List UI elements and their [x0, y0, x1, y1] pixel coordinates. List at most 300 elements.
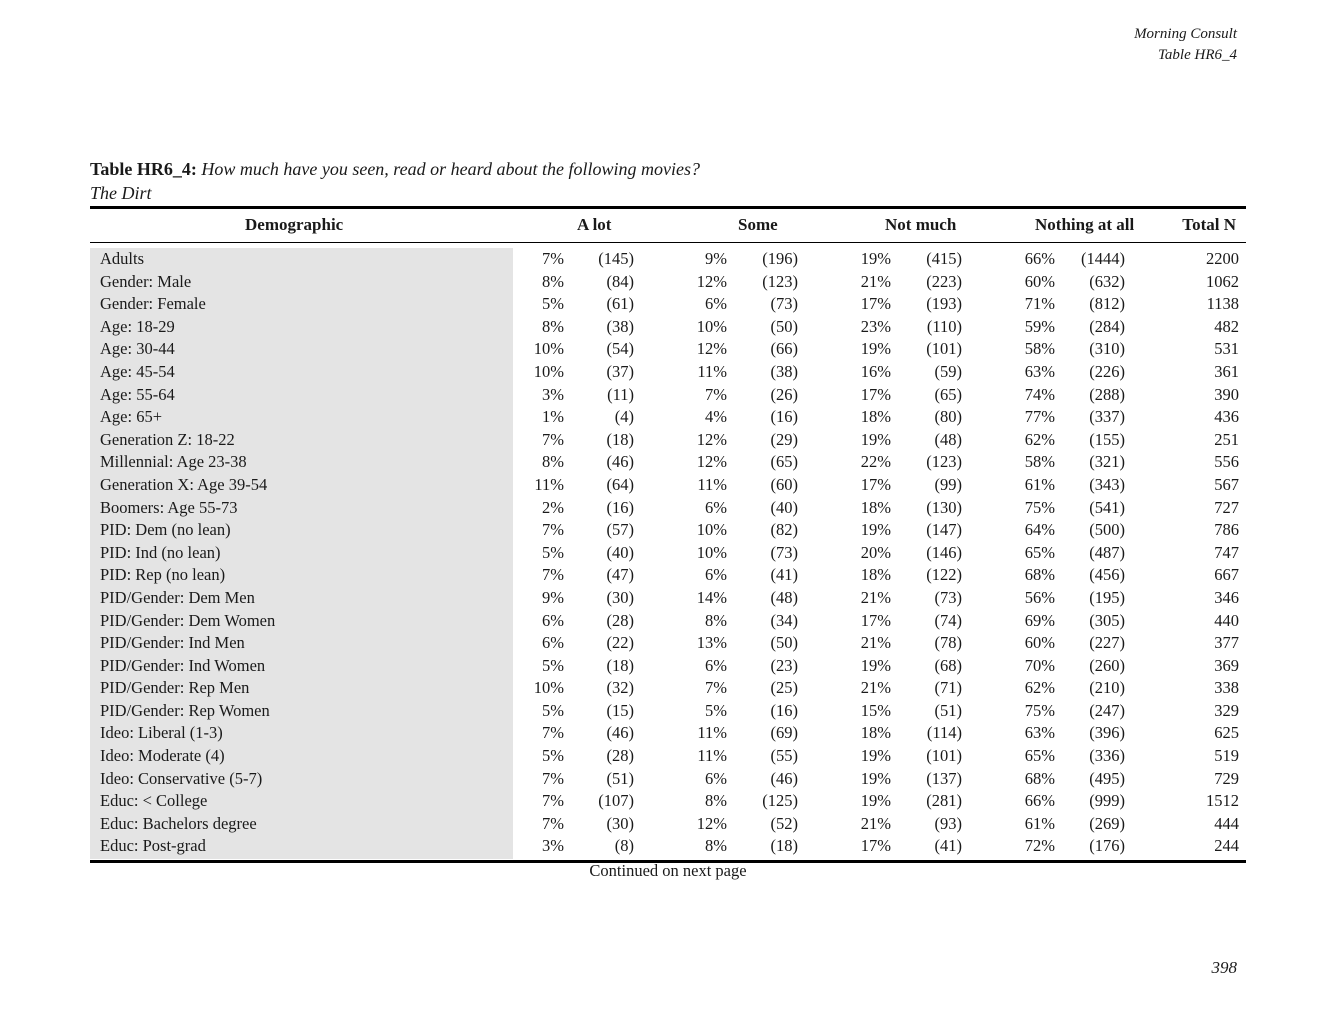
nothing-pct: 58%	[1024, 339, 1055, 359]
some-pct: 8%	[705, 791, 727, 811]
a-lot-pct: 7%	[542, 723, 564, 743]
a-lot-pct: 1%	[542, 407, 564, 427]
table-row	[90, 429, 1246, 452]
some-n: (65)	[770, 452, 798, 472]
col-header-total: Total N	[1182, 215, 1236, 234]
some-pct: 11%	[697, 723, 727, 743]
table-row	[90, 361, 1246, 384]
row-demographic: Gender: Female	[100, 294, 206, 314]
col-header-demographic: Demographic	[245, 215, 344, 234]
not-much-n: (59)	[934, 361, 962, 381]
some-pct: 10%	[696, 316, 727, 336]
total-n: 440	[1214, 610, 1239, 630]
some-n: (25)	[770, 678, 798, 698]
nothing-n: (396)	[1089, 723, 1125, 743]
total-n: 377	[1214, 633, 1239, 653]
nothing-n: (500)	[1089, 520, 1125, 540]
not-much-pct: 18%	[860, 723, 891, 743]
continued-note: Continued on next page	[589, 861, 747, 880]
nothing-n: (226)	[1089, 361, 1125, 381]
table-row	[90, 768, 1246, 791]
not-much-n: (223)	[926, 271, 962, 291]
not-much-n: (101)	[926, 746, 962, 766]
some-n: (26)	[770, 384, 798, 404]
not-much-pct: 21%	[860, 813, 891, 833]
a-lot-n: (28)	[606, 746, 634, 766]
not-much-n: (48)	[934, 429, 962, 449]
not-much-n: (122)	[926, 565, 962, 585]
some-pct: 6%	[705, 497, 727, 517]
total-n: 567	[1214, 474, 1239, 494]
nothing-n: (336)	[1089, 746, 1125, 766]
table-row	[90, 519, 1246, 542]
a-lot-pct: 7%	[542, 249, 564, 268]
table-subtitle: The Dirt	[90, 183, 152, 203]
nothing-n: (1444)	[1081, 249, 1125, 268]
a-lot-n: (46)	[606, 723, 634, 743]
some-pct: 12%	[696, 339, 727, 359]
not-much-pct: 19%	[860, 520, 891, 540]
table-row	[90, 271, 1246, 294]
some-n: (29)	[770, 429, 798, 449]
some-n: (16)	[770, 407, 798, 427]
table-row	[90, 587, 1246, 610]
a-lot-n: (22)	[606, 633, 634, 653]
not-much-n: (101)	[926, 339, 962, 359]
not-much-n: (73)	[934, 587, 962, 607]
a-lot-pct: 8%	[542, 452, 564, 472]
not-much-pct: 21%	[860, 587, 891, 607]
nothing-pct: 66%	[1024, 791, 1055, 811]
nothing-n: (269)	[1089, 813, 1125, 833]
a-lot-n: (38)	[606, 316, 634, 336]
some-pct: 14%	[696, 587, 727, 607]
not-much-n: (146)	[926, 542, 962, 562]
not-much-n: (74)	[934, 610, 962, 630]
table-row	[90, 248, 1246, 271]
some-n: (46)	[770, 768, 798, 788]
nothing-n: (195)	[1089, 587, 1125, 607]
some-n: (18)	[770, 836, 798, 856]
a-lot-n: (8)	[614, 836, 634, 856]
nothing-n: (305)	[1089, 610, 1125, 630]
table-row	[90, 835, 1246, 858]
row-demographic: Age: 65+	[100, 407, 163, 427]
a-lot-pct: 5%	[542, 700, 564, 720]
header-table-ref: Table HR6_4	[1157, 47, 1237, 63]
total-n: 369	[1214, 655, 1239, 675]
total-n: 1512	[1206, 791, 1239, 811]
a-lot-pct: 7%	[542, 813, 564, 833]
row-demographic: Ideo: Moderate (4)	[100, 746, 225, 766]
nothing-n: (210)	[1089, 678, 1125, 698]
a-lot-pct: 11%	[534, 474, 564, 494]
some-pct: 12%	[696, 452, 727, 472]
a-lot-n: (28)	[606, 610, 634, 630]
table-question: How much have you seen, read or heard about the following movies?	[201, 159, 700, 179]
nothing-pct: 75%	[1024, 700, 1055, 720]
table-row	[90, 406, 1246, 429]
some-n: (60)	[770, 474, 798, 494]
not-much-pct: 22%	[860, 452, 891, 472]
a-lot-pct: 3%	[542, 836, 564, 856]
a-lot-pct: 8%	[542, 271, 564, 291]
nothing-n: (495)	[1089, 768, 1125, 788]
a-lot-n: (51)	[606, 768, 634, 788]
some-n: (50)	[770, 316, 798, 336]
total-n: 361	[1214, 361, 1239, 381]
a-lot-n: (64)	[606, 474, 634, 494]
nothing-pct: 70%	[1024, 655, 1055, 675]
a-lot-n: (15)	[606, 700, 634, 720]
not-much-n: (71)	[934, 678, 962, 698]
a-lot-pct: 7%	[542, 791, 564, 811]
total-n: 329	[1214, 700, 1239, 720]
nothing-pct: 71%	[1024, 294, 1055, 314]
nothing-n: (284)	[1089, 316, 1125, 336]
page-number: 398	[1211, 958, 1237, 977]
total-n: 531	[1214, 339, 1239, 359]
some-pct: 11%	[697, 361, 727, 381]
nothing-n: (310)	[1089, 339, 1125, 359]
some-pct: 5%	[705, 700, 727, 720]
total-n: 667	[1214, 565, 1239, 585]
nothing-pct: 74%	[1024, 384, 1055, 404]
nothing-n: (288)	[1089, 384, 1125, 404]
total-n: 251	[1214, 429, 1239, 449]
not-much-pct: 19%	[860, 655, 891, 675]
not-much-n: (281)	[926, 791, 962, 811]
row-demographic: Adults	[100, 249, 145, 268]
not-much-pct: 23%	[860, 316, 891, 336]
total-n: 482	[1214, 316, 1239, 336]
a-lot-n: (40)	[606, 542, 634, 562]
a-lot-pct: 5%	[542, 746, 564, 766]
a-lot-pct: 9%	[542, 587, 564, 607]
not-much-pct: 18%	[860, 497, 891, 517]
table-row	[90, 700, 1246, 723]
not-much-pct: 19%	[860, 746, 891, 766]
table-row	[90, 451, 1246, 474]
a-lot-pct: 10%	[533, 339, 564, 359]
some-n: (40)	[770, 497, 798, 517]
not-much-pct: 21%	[860, 633, 891, 653]
table-row	[90, 474, 1246, 497]
nothing-pct: 60%	[1024, 271, 1055, 291]
not-much-n: (65)	[934, 384, 962, 404]
some-n: (82)	[770, 520, 798, 540]
row-demographic: Age: 45-54	[100, 361, 175, 381]
row-demographic: PID/Gender: Ind Women	[100, 655, 266, 675]
not-much-n: (99)	[934, 474, 962, 494]
some-pct: 6%	[705, 655, 727, 675]
total-n: 556	[1214, 452, 1239, 472]
total-n: 436	[1214, 407, 1239, 427]
not-much-n: (147)	[926, 520, 962, 540]
table-title	[90, 157, 700, 205]
some-n: (38)	[770, 361, 798, 381]
table-row	[90, 677, 1246, 700]
total-n: 625	[1214, 723, 1239, 743]
not-much-pct: 19%	[860, 339, 891, 359]
nothing-n: (247)	[1089, 700, 1125, 720]
a-lot-pct: 3%	[542, 384, 564, 404]
some-pct: 12%	[696, 813, 727, 833]
total-n: 786	[1214, 520, 1239, 540]
total-n: 727	[1214, 497, 1239, 517]
some-pct: 4%	[705, 407, 727, 427]
not-much-pct: 18%	[860, 407, 891, 427]
nothing-n: (337)	[1089, 407, 1125, 427]
nothing-pct: 63%	[1024, 361, 1055, 381]
a-lot-pct: 5%	[542, 542, 564, 562]
nothing-n: (632)	[1089, 271, 1125, 291]
nothing-pct: 61%	[1024, 474, 1055, 494]
some-pct: 11%	[697, 746, 727, 766]
row-demographic: PID/Gender: Ind Men	[100, 633, 245, 653]
row-demographic: Educ: Bachelors degree	[100, 813, 257, 833]
running-header	[1134, 24, 1237, 66]
total-n: 2200	[1206, 249, 1239, 268]
not-much-pct: 19%	[860, 429, 891, 449]
total-n: 519	[1214, 746, 1239, 766]
a-lot-pct: 7%	[542, 520, 564, 540]
some-n: (66)	[770, 339, 798, 359]
row-demographic: Generation Z: 18-22	[100, 429, 235, 449]
a-lot-n: (32)	[606, 678, 634, 698]
a-lot-pct: 6%	[542, 610, 564, 630]
not-much-n: (114)	[926, 723, 962, 743]
nothing-pct: 61%	[1024, 813, 1055, 833]
some-pct: 7%	[705, 384, 727, 404]
nothing-n: (999)	[1089, 791, 1125, 811]
not-much-pct: 19%	[860, 768, 891, 788]
not-much-n: (68)	[934, 655, 962, 675]
col-header-not-much: Not much	[885, 215, 957, 234]
not-much-n: (41)	[934, 836, 962, 856]
nothing-pct: 68%	[1024, 768, 1055, 788]
some-pct: 13%	[696, 633, 727, 653]
nothing-n: (176)	[1089, 836, 1125, 856]
some-n: (34)	[770, 610, 798, 630]
a-lot-pct: 5%	[542, 655, 564, 675]
header-org: Morning Consult	[1134, 26, 1237, 42]
a-lot-pct: 10%	[533, 678, 564, 698]
some-n: (50)	[770, 633, 798, 653]
nothing-pct: 64%	[1024, 520, 1055, 540]
nothing-pct: 72%	[1024, 836, 1055, 856]
not-much-pct: 19%	[860, 791, 891, 811]
nothing-pct: 75%	[1024, 497, 1055, 517]
not-much-pct: 16%	[860, 361, 891, 381]
a-lot-pct: 7%	[542, 565, 564, 585]
some-n: (55)	[770, 746, 798, 766]
nothing-pct: 77%	[1024, 407, 1055, 427]
not-much-pct: 17%	[860, 836, 891, 856]
col-header-nothing: Nothing at all	[1035, 215, 1135, 234]
total-n: 444	[1214, 813, 1239, 833]
row-demographic: Millennial: Age 23-38	[100, 452, 247, 472]
some-n: (23)	[770, 655, 798, 675]
some-pct: 11%	[697, 474, 727, 494]
a-lot-n: (57)	[606, 520, 634, 540]
not-much-pct: 17%	[860, 384, 891, 404]
not-much-pct: 15%	[860, 700, 891, 720]
a-lot-n: (4)	[614, 407, 634, 427]
table-row	[90, 293, 1246, 316]
a-lot-n: (18)	[606, 429, 634, 449]
some-n: (73)	[770, 294, 798, 314]
nothing-pct: 56%	[1024, 587, 1055, 607]
table-row	[90, 316, 1246, 339]
nothing-n: (260)	[1089, 655, 1125, 675]
nothing-pct: 62%	[1024, 678, 1055, 698]
some-pct: 10%	[696, 520, 727, 540]
table-row	[90, 542, 1246, 565]
row-demographic: PID/Gender: Rep Women	[100, 700, 270, 720]
col-header-a-lot: A lot	[577, 215, 612, 234]
not-much-n: (137)	[926, 768, 962, 788]
total-n: 338	[1214, 678, 1239, 698]
a-lot-pct: 6%	[542, 633, 564, 653]
total-n: 729	[1214, 768, 1239, 788]
row-demographic: PID: Rep (no lean)	[100, 565, 226, 585]
a-lot-pct: 7%	[542, 768, 564, 788]
table-row	[90, 564, 1246, 587]
nothing-n: (812)	[1089, 294, 1125, 314]
nothing-n: (456)	[1089, 565, 1125, 585]
row-demographic: PID/Gender: Dem Men	[100, 587, 255, 607]
total-n: 390	[1214, 384, 1239, 404]
a-lot-pct: 2%	[542, 497, 564, 517]
nothing-pct: 62%	[1024, 429, 1055, 449]
some-n: (123)	[762, 271, 798, 291]
total-n: 1138	[1206, 294, 1239, 314]
a-lot-n: (61)	[606, 294, 634, 314]
row-demographic: Educ: < College	[100, 791, 208, 811]
row-demographic: Gender: Male	[100, 271, 192, 291]
row-demographic: PID/Gender: Dem Women	[100, 610, 276, 630]
a-lot-n: (11)	[607, 384, 634, 404]
nothing-pct: 58%	[1024, 452, 1055, 472]
nothing-n: (155)	[1089, 429, 1125, 449]
total-n: 747	[1214, 542, 1239, 562]
row-demographic: Ideo: Liberal (1-3)	[100, 723, 223, 743]
nothing-n: (541)	[1089, 497, 1125, 517]
a-lot-n: (30)	[606, 587, 634, 607]
table-row	[90, 722, 1246, 745]
some-pct: 6%	[705, 768, 727, 788]
a-lot-n: (18)	[606, 655, 634, 675]
nothing-pct: 68%	[1024, 565, 1055, 585]
some-pct: 8%	[705, 836, 727, 856]
table-body	[90, 243, 1246, 860]
row-demographic: PID/Gender: Rep Men	[100, 678, 250, 698]
some-pct: 8%	[705, 610, 727, 630]
not-much-n: (93)	[934, 813, 962, 833]
some-n: (41)	[770, 565, 798, 585]
not-much-n: (123)	[926, 452, 962, 472]
nothing-pct: 65%	[1024, 746, 1055, 766]
some-n: (125)	[762, 791, 798, 811]
table-row	[90, 632, 1246, 655]
row-demographic: Generation X: Age 39-54	[100, 474, 268, 494]
a-lot-n: (46)	[606, 452, 634, 472]
nothing-pct: 65%	[1024, 542, 1055, 562]
not-much-pct: 20%	[860, 542, 891, 562]
nothing-pct: 63%	[1024, 723, 1055, 743]
row-demographic: Age: 18-29	[100, 316, 175, 336]
not-much-pct: 17%	[860, 474, 891, 494]
a-lot-pct: 10%	[533, 361, 564, 381]
some-n: (52)	[770, 813, 798, 833]
row-demographic: Age: 55-64	[100, 384, 175, 404]
not-much-n: (193)	[926, 294, 962, 314]
row-demographic: PID: Ind (no lean)	[100, 542, 221, 562]
a-lot-n: (107)	[598, 791, 634, 811]
crosstab-table	[90, 206, 1246, 863]
a-lot-n: (84)	[606, 271, 634, 291]
nothing-n: (321)	[1089, 452, 1125, 472]
some-pct: 9%	[705, 249, 727, 268]
not-much-pct: 19%	[860, 249, 891, 268]
not-much-pct: 18%	[860, 565, 891, 585]
nothing-n: (343)	[1089, 474, 1125, 494]
nothing-n: (227)	[1089, 633, 1125, 653]
table-rows	[90, 248, 1246, 858]
table-row	[90, 790, 1246, 813]
not-much-n: (80)	[934, 407, 962, 427]
table-row	[90, 338, 1246, 361]
row-demographic: Age: 30-44	[100, 339, 175, 359]
not-much-n: (51)	[934, 700, 962, 720]
table-row	[90, 813, 1246, 836]
a-lot-n: (37)	[606, 361, 634, 381]
total-n: 346	[1214, 587, 1239, 607]
some-pct: 10%	[696, 542, 727, 562]
some-n: (69)	[770, 723, 798, 743]
table-header-row	[90, 209, 1246, 242]
not-much-n: (130)	[926, 497, 962, 517]
a-lot-n: (47)	[606, 565, 634, 585]
total-n: 1062	[1206, 271, 1239, 291]
some-pct: 7%	[705, 678, 727, 698]
nothing-pct: 69%	[1024, 610, 1055, 630]
some-pct: 12%	[696, 429, 727, 449]
table-row	[90, 384, 1246, 407]
a-lot-n: (16)	[606, 497, 634, 517]
some-pct: 6%	[705, 565, 727, 585]
nothing-pct: 59%	[1024, 316, 1055, 336]
not-much-n: (415)	[926, 249, 962, 268]
total-n: 244	[1214, 836, 1239, 856]
a-lot-n: (54)	[606, 339, 634, 359]
col-header-some: Some	[738, 215, 778, 234]
a-lot-n: (145)	[598, 249, 634, 268]
table-row	[90, 745, 1246, 768]
not-much-n: (110)	[926, 316, 962, 336]
table-row	[90, 655, 1246, 678]
not-much-n: (78)	[934, 633, 962, 653]
a-lot-pct: 5%	[542, 294, 564, 314]
row-demographic: PID: Dem (no lean)	[100, 520, 231, 540]
a-lot-pct: 8%	[542, 316, 564, 336]
row-demographic: Boomers: Age 55-73	[100, 497, 238, 517]
some-n: (48)	[770, 587, 798, 607]
not-much-pct: 17%	[860, 610, 891, 630]
table-label: Table HR6_4:	[90, 159, 197, 179]
not-much-pct: 21%	[860, 678, 891, 698]
